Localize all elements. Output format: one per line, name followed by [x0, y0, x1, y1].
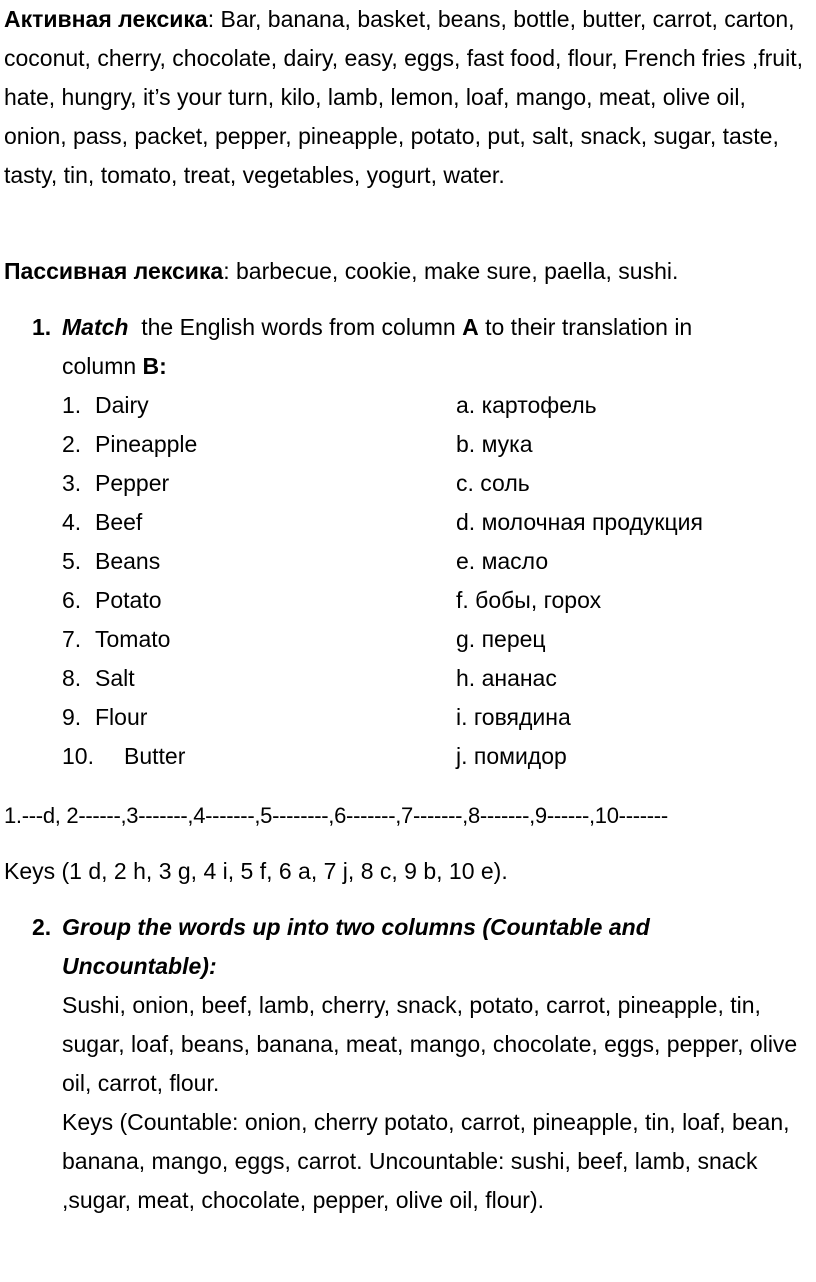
match-row: [62, 737, 802, 776]
match-row-word: Beef: [95, 509, 143, 535]
answer-line: 1.---d, 2------,3-------,4-------,5--------,6-------,7-------,8-------,9------,10-------: [4, 803, 668, 828]
match-row-translation: a. картофель: [456, 392, 597, 418]
match-row-number: 2.: [62, 431, 82, 457]
match-row-number: 8.: [62, 665, 82, 691]
task1-instruction-c: column: [62, 353, 143, 379]
match-row: [62, 503, 802, 542]
task1-number: 1.: [32, 314, 52, 340]
task2-number: 2.: [32, 914, 52, 940]
match-row-number: 10.: [62, 743, 94, 769]
active-vocabulary-list: : Bar, banana, basket, beans, bottle, butter, carrot, carton, coconut, cherry, chocolate, dairy, easy, eggs, fast food, flour, French fries ,fruit, hate, hungry, it’s your turn, kilo, lamb, lemon, loaf, mango, meat, olive oil, onion, pass, packet, pepper, pineapple, potato, put, salt, snack, sugar, taste, tasty, tin, tomato, treat, vegetables, yogurt, water.: [4, 6, 803, 188]
match-row: [62, 542, 802, 581]
task1-column-b: B:: [142, 353, 167, 379]
task1-verb: Match: [62, 314, 129, 340]
match-row-number: 5.: [62, 548, 82, 574]
match-row-number: 4.: [62, 509, 82, 535]
task2-keys: Keys (Countable: onion, cherry potato, carrot, pineapple, tin, loaf, bean, banana, mango, eggs, carrot. Uncountable: sushi, beef, lamb, snack ,sugar, meat, chocolate, pepper, olive oil, flour).: [62, 1109, 790, 1213]
match-row-translation: e. масло: [456, 548, 549, 574]
match-row-number: 3.: [62, 470, 82, 496]
match-row: [62, 581, 802, 620]
match-row-word: Potato: [95, 587, 162, 613]
task2-title-line1: Group the words up into two columns (Countable and: [62, 914, 650, 940]
match-row-translation: b. мука: [456, 431, 533, 457]
match-row-translation: h. ананас: [456, 665, 557, 691]
match-row-number: 9.: [62, 704, 82, 730]
active-vocabulary-label: Активная лексика: [4, 6, 208, 32]
match-row-word: Salt: [95, 665, 135, 691]
match-row-word: Dairy: [95, 392, 149, 418]
match-row: [62, 386, 802, 425]
match-row: [62, 425, 802, 464]
match-row-translation: c. соль: [456, 470, 530, 496]
task1-instruction-a: the English words from column: [128, 314, 463, 340]
match-row-number: 7.: [62, 626, 82, 652]
passive-vocabulary: [4, 252, 810, 291]
task1-column-a: A: [462, 314, 479, 340]
task1-instruction-b: to their translation in: [478, 314, 693, 340]
passive-vocabulary-list: : barbecue, cookie, make sure, paella, sushi.: [223, 258, 679, 284]
match-row-word: Butter: [124, 743, 186, 769]
match-row-number: 6.: [62, 587, 82, 613]
match-row-word: Pineapple: [95, 431, 198, 457]
task2-word-list: Sushi, onion, beef, lamb, cherry, snack, potato, carrot, pineapple, tin, sugar, loaf, beans, banana, meat, mango, chocolate, eggs, pepper, olive oil, carrot, flour.: [62, 992, 798, 1096]
match-row-word: Beans: [95, 548, 161, 574]
match-row: [62, 620, 802, 659]
match-row-translation: i. говядина: [456, 704, 571, 730]
match-row-number: 1.: [62, 392, 82, 418]
match-row-translation: f. бобы, горох: [456, 587, 602, 613]
match-row-word: Flour: [95, 704, 148, 730]
task1-instruction-line2: [62, 347, 167, 386]
active-vocabulary: [4, 0, 810, 195]
match-row-word: Pepper: [95, 470, 170, 496]
match-row: [62, 464, 802, 503]
passive-vocabulary-label: Пассивная лексика: [4, 258, 224, 284]
task1-keys: Keys (1 d, 2 h, 3 g, 4 i, 5 f, 6 a, 7 j, 8 c, 9 b, 10 e).: [4, 858, 508, 884]
match-row-translation: j. помидор: [456, 743, 567, 769]
match-row-translation: g. перец: [456, 626, 546, 652]
task1-instruction: [62, 308, 692, 347]
match-row: [62, 659, 802, 698]
match-row-word: Tomato: [95, 626, 171, 652]
match-row-translation: d. молочная продукция: [456, 509, 703, 535]
task2-title-line2: Uncountable):: [62, 953, 217, 979]
match-row: [62, 698, 802, 737]
